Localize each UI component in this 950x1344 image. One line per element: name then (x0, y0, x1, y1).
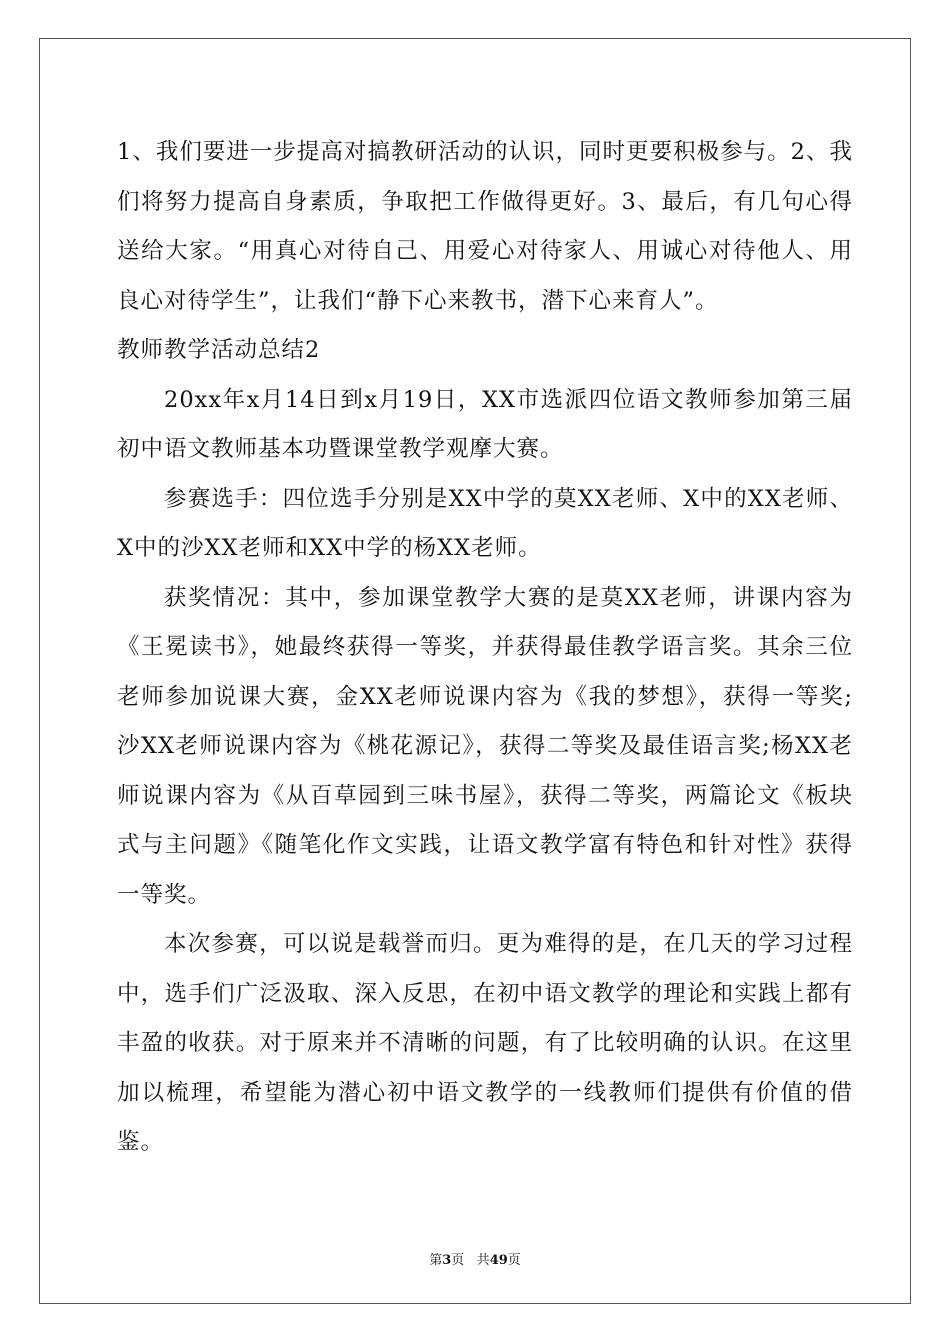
paragraph-conclusion: 1、我们要进一步提高对搞教研活动的认识，同时更要积极参与。2、我们将努力提高自身素质，争取把工作做得更好。3、最后，有几句心得送给大家。“用真心对待自己、用爱心对待家人、用诚心对待他人、用良心对待学生”，让我们“静下心来教书，潜下心来育人”。 (117, 139, 853, 314)
paragraph-awards: 获奖情况：其中，参加课堂教学大赛的是莫XX老师，讲课内容为《王冕读书》，她最终获得一等奖，并获得最佳教学语言奖。其余三位老师参加说课大赛，金XX老师说课内容为《我的梦想》，获得一等奖;沙XX老师说课内容为《桃花源记》，获得二等奖及最佳语言奖;杨XX老师说课内容为《从百草园到三味书屋》，获得二等奖，两篇论文《板块式与主问题》《随笔化作文实践，让语文教学富有特色和针对性》获得一等奖。 (117, 584, 853, 908)
footer-total-prefix: 共 (476, 1253, 490, 1268)
footer-total-suffix: 页 (507, 1253, 521, 1268)
page-footer (0, 1249, 950, 1268)
paragraph-reflection: 本次参赛，可以说是载誉而归。更为难得的是，在几天的学习过程中，选手们广泛汲取、深入反思，在初中语文教学的理论和实践上都有丰盈的收获。对于原来并不清晰的问题，有了比较明确的认识。在这里加以梳理，希望能为潜心初中语文教学的一线教师们提供有价值的借鉴。 (117, 931, 853, 1155)
footer-page-number: 3 (442, 1253, 452, 1268)
footer-total-pages: 49 (489, 1253, 508, 1268)
paragraph-contestants: 参赛选手：四位选手分别是XX中学的莫XX老师、X中的XX老师、X中的沙XX老师和XX中学的杨XX老师。 (117, 485, 853, 561)
footer-page-prefix: 第 (429, 1253, 443, 1268)
paragraph-intro: 20xx年x月14日到x月19日，XX市选派四位语文教师参加第三届初中语文教师基本功暨课堂教学观摩大赛。 (117, 386, 853, 462)
footer-page-suffix: 页 (451, 1253, 465, 1268)
section-heading: 教师教学活动总结2 (117, 337, 321, 363)
document-body (117, 128, 853, 1168)
